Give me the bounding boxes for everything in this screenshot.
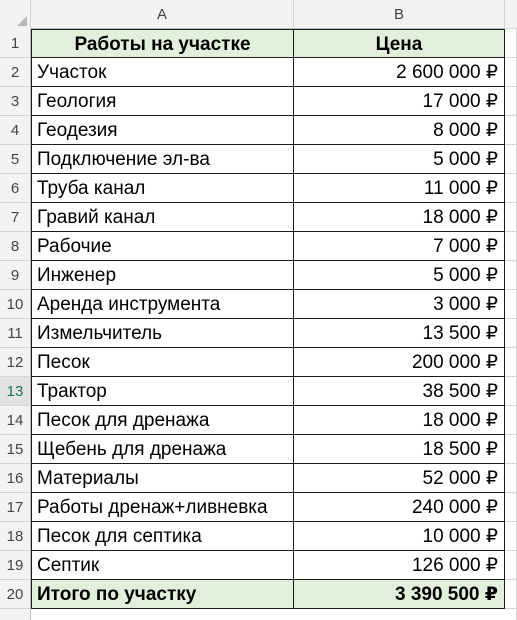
cell-price[interactable]: 17 000 ₽	[294, 87, 505, 116]
row-number[interactable]: 6	[0, 174, 31, 203]
row-number[interactable]: 19	[0, 551, 31, 580]
gridline	[505, 463, 517, 464]
cell-work-name[interactable]: Щебень для дренажа	[31, 435, 294, 464]
gridline	[505, 492, 517, 493]
gridline	[505, 579, 517, 580]
row-number[interactable]: 20	[0, 580, 31, 609]
cell-work-name[interactable]: Измельчитель	[31, 319, 294, 348]
gridline	[505, 521, 517, 522]
row-number[interactable]: 3	[0, 87, 31, 116]
cell-work-name[interactable]: Работы дренаж+ливневка	[31, 493, 294, 522]
row-number[interactable]: 7	[0, 203, 31, 232]
cell-work-name[interactable]: Материалы	[31, 464, 294, 493]
cell-work-name[interactable]: Песок для септика	[31, 522, 294, 551]
cell-work-name[interactable]: Песок для дренажа	[31, 406, 294, 435]
cell-price[interactable]: 18 000 ₽	[294, 203, 505, 232]
cell-work-name[interactable]: Аренда инструмента	[31, 290, 294, 319]
select-all-triangle-icon	[17, 16, 27, 26]
gridline	[505, 202, 517, 203]
row-header-partial	[0, 609, 31, 620]
cell-price[interactable]: 10 000 ₽	[294, 522, 505, 551]
gridline	[505, 144, 517, 145]
gridline	[505, 231, 517, 232]
cell-price[interactable]: 2 600 000 ₽	[294, 58, 505, 87]
cell-work-name[interactable]: Инженер	[31, 261, 294, 290]
cell-price[interactable]: 200 000 ₽	[294, 348, 505, 377]
gridline	[505, 115, 517, 116]
gridline	[505, 550, 517, 551]
cell-header-a[interactable]: Работы на участке	[31, 29, 294, 58]
cell-price[interactable]: 126 000 ₽	[294, 551, 505, 580]
cell-work-name[interactable]: Песок	[31, 348, 294, 377]
row-number[interactable]: 13	[0, 377, 31, 406]
column-header-b[interactable]: B	[294, 0, 505, 29]
cell-price[interactable]: 18 000 ₽	[294, 406, 505, 435]
cell-work-name[interactable]: Трактор	[31, 377, 294, 406]
row-number[interactable]: 4	[0, 116, 31, 145]
row-number[interactable]: 17	[0, 493, 31, 522]
row-number[interactable]: 15	[0, 435, 31, 464]
row-number[interactable]: 2	[0, 58, 31, 87]
gridline	[505, 608, 517, 609]
row-number[interactable]: 11	[0, 319, 31, 348]
cell-work-name[interactable]: Труба канал	[31, 174, 294, 203]
gridline	[505, 260, 517, 261]
row-number[interactable]: 14	[0, 406, 31, 435]
select-all-button[interactable]	[0, 0, 31, 29]
gridline	[505, 86, 517, 87]
cell-price[interactable]: 5 000 ₽	[294, 145, 505, 174]
row-number[interactable]: 1	[0, 29, 31, 58]
gridline	[505, 347, 517, 348]
column-header-bar	[0, 0, 517, 29]
row-number[interactable]: 18	[0, 522, 31, 551]
cell-work-name[interactable]: Септик	[31, 551, 294, 580]
row-number[interactable]: 5	[0, 145, 31, 174]
cell-price[interactable]: 13 500 ₽	[294, 319, 505, 348]
row-number[interactable]: 9	[0, 261, 31, 290]
cell-work-name[interactable]: Геология	[31, 87, 294, 116]
cell-total-value[interactable]: 3 390 500 ₽	[294, 580, 505, 609]
cell-price[interactable]: 38 500 ₽	[294, 377, 505, 406]
column-header-a[interactable]: A	[31, 0, 294, 29]
cell-price[interactable]: 3 000 ₽	[294, 290, 505, 319]
cell-work-name[interactable]: Подключение эл-ва	[31, 145, 294, 174]
cell-header-b[interactable]: Цена	[294, 29, 505, 58]
gridline	[505, 376, 517, 377]
cell-price[interactable]: 18 500 ₽	[294, 435, 505, 464]
cell-price[interactable]: 52 000 ₽	[294, 464, 505, 493]
cell-total-label[interactable]: Итого по участку	[31, 580, 294, 609]
cell-price[interactable]: 11 000 ₽	[294, 174, 505, 203]
gridline	[505, 405, 517, 406]
cell-work-name[interactable]: Участок	[31, 58, 294, 87]
gridline	[505, 57, 517, 58]
cell-work-name[interactable]: Рабочие	[31, 232, 294, 261]
gridline	[505, 434, 517, 435]
cell-work-name[interactable]: Геодезия	[31, 116, 294, 145]
cell-price[interactable]: 240 000 ₽	[294, 493, 505, 522]
cell-price[interactable]: 7 000 ₽	[294, 232, 505, 261]
gridline	[505, 318, 517, 319]
gridline	[505, 173, 517, 174]
row-number[interactable]: 16	[0, 464, 31, 493]
cell-price[interactable]: 5 000 ₽	[294, 261, 505, 290]
gridline	[505, 289, 517, 290]
gridline	[505, 28, 517, 29]
row-number[interactable]: 8	[0, 232, 31, 261]
row-number[interactable]: 10	[0, 290, 31, 319]
cell-work-name[interactable]: Гравий канал	[31, 203, 294, 232]
cell-price[interactable]: 8 000 ₽	[294, 116, 505, 145]
row-number[interactable]: 12	[0, 348, 31, 377]
